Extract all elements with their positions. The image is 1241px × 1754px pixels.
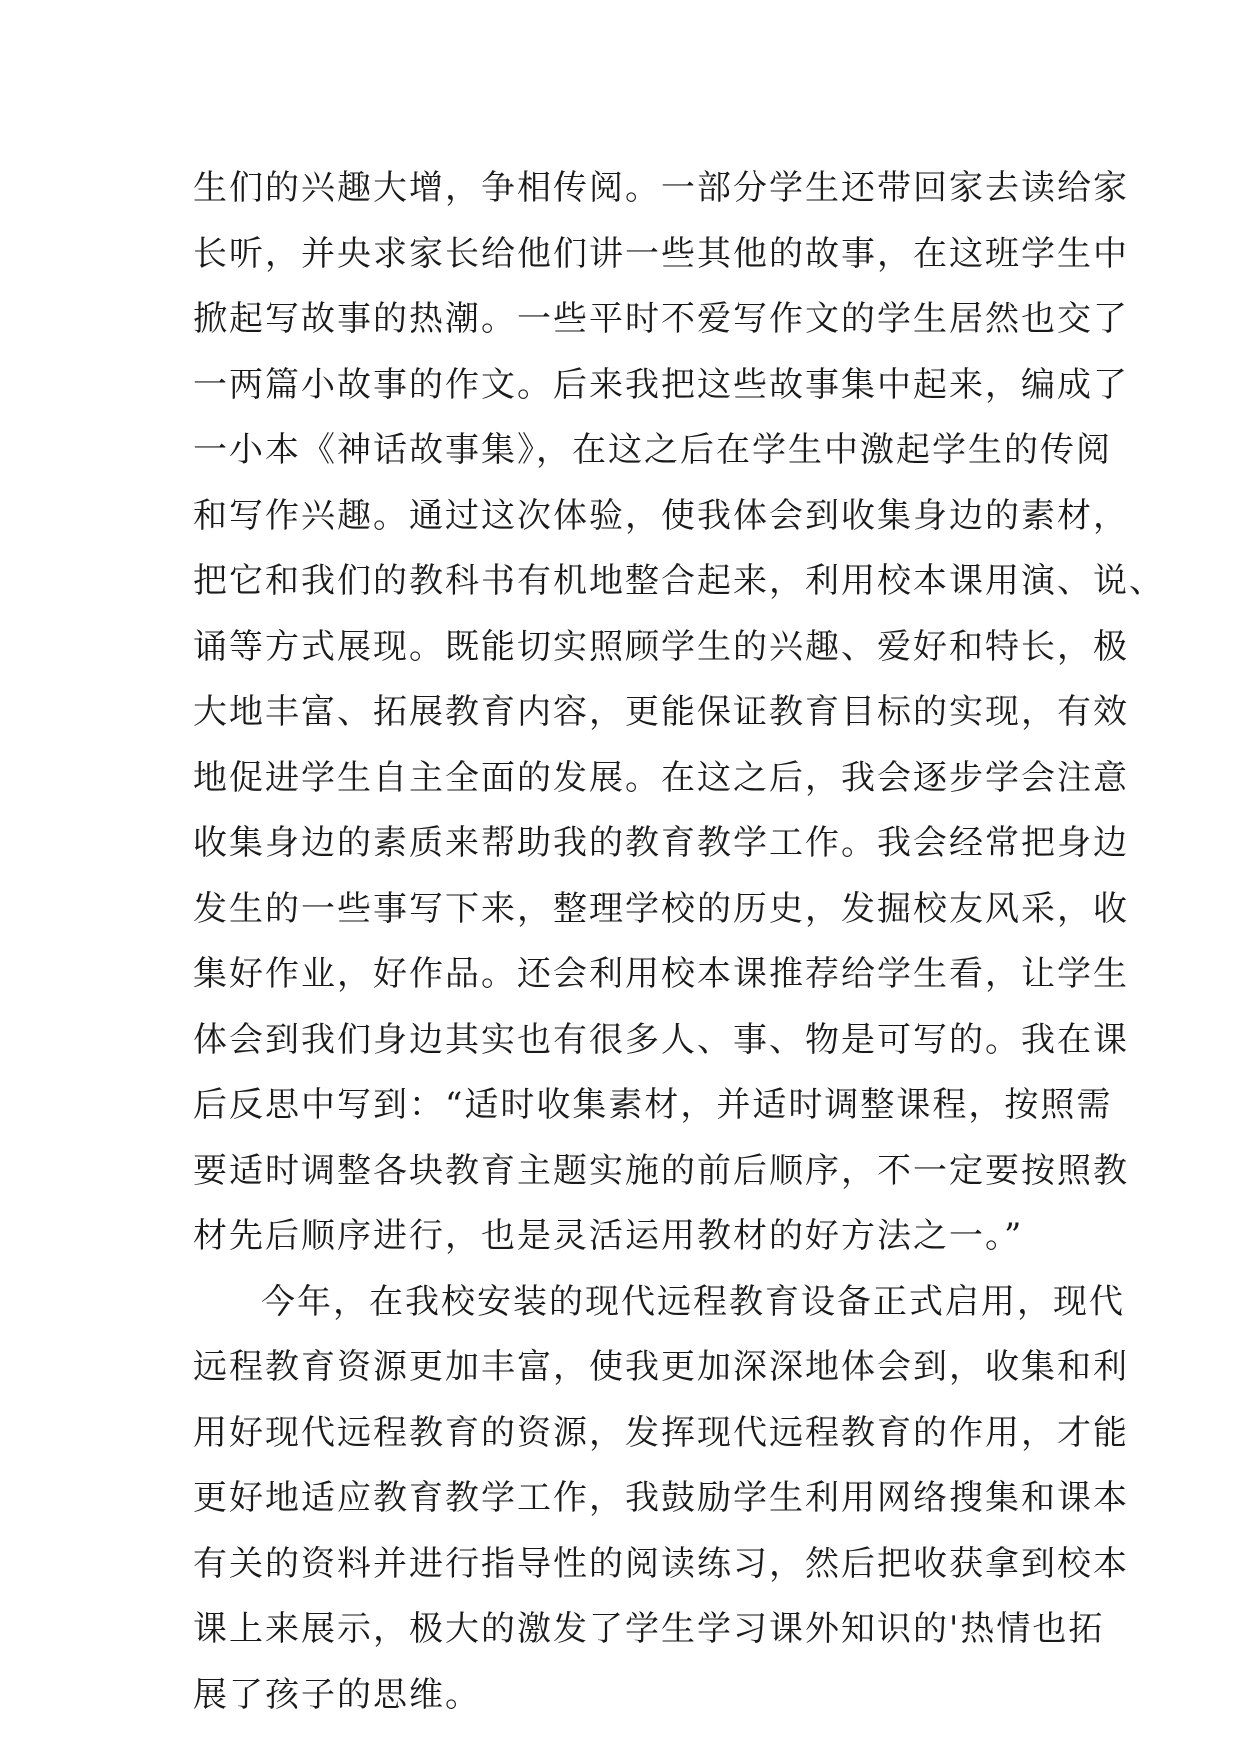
text-line: 课上来展示，极大的激发了学生学习课外知识的'热情也拓 [193, 1609, 1105, 1649]
text-line: 把它和我们的教科书有机地整合起来，利用校本课用演、说、 [193, 561, 1165, 601]
text-line: 远程教育资源更加丰富，使我更加深深地体会到，收集和利 [193, 1347, 1129, 1387]
text-line: 更好地适应教育教学工作，我鼓励学生利用网络搜集和课本 [193, 1478, 1129, 1518]
text-line: 一两篇小故事的作文。后来我把这些故事集中起来，编成了 [193, 364, 1129, 405]
text-line: 生们的兴趣大增，争相传阅。一部分学生还带回家去读给家 [193, 168, 1129, 208]
text-line: 体会到我们身边其实也有很多人、事、物是可写的。我在课 [193, 1019, 1129, 1060]
text-line: 收集身边的素质来帮助我的教育教学工作。我会经常把身边 [193, 823, 1129, 863]
text-line: 地促进学生自主全面的发展。在这之后，我会逐步学会注意 [193, 757, 1129, 798]
text-line: 要适时调整各块教育主题实施的前后顺序，不一定要按照教 [193, 1150, 1129, 1191]
text-line: 今年，在我校安装的现代远程教育设备正式启用，现代 [261, 1281, 1125, 1322]
text-line: 和写作兴趣。通过这次体验，使我体会到收集身边的素材， [193, 495, 1129, 536]
text-line: 掀起写故事的热潮。一些平时不爱写作文的学生居然也交了 [193, 299, 1129, 339]
text-line: 集好作业，好作品。还会利用校本课推荐给学生看，让学生 [193, 954, 1129, 994]
text-line: 一小本《神话故事集》，在这之后在学生中激起学生的传阅 [193, 430, 1112, 470]
text-line: 用好现代远程教育的资源，发挥现代远程教育的作用，才能 [193, 1412, 1129, 1453]
paragraph-2 [193, 1270, 1129, 1729]
text-line: 材先后顺序进行，也是灵活运用教材的好方法之一。” [193, 1216, 1024, 1256]
text-line: 后反思中写到：“适时收集素材，并适时调整课程，按照需 [193, 1085, 1113, 1125]
paragraph-1 [193, 156, 1165, 1270]
text-line: 展了孩子的思维。 [193, 1674, 481, 1715]
text-line: 发生的一些事写下来，整理学校的历史，发掘校友风采，收 [193, 888, 1129, 929]
text-line: 长听，并央求家长给他们讲一些其他的故事，在这班学生中 [193, 233, 1129, 274]
text-line: 诵等方式展现。既能切实照顾学生的兴趣、爱好和特长，极 [193, 626, 1129, 667]
body-text [193, 156, 1165, 1728]
text-line: 有关的资料并进行指导性的阅读练习，然后把收获拿到校本 [193, 1543, 1129, 1584]
text-line: 大地丰富、拓展教育内容，更能保证教育目标的实现，有效 [193, 692, 1129, 732]
